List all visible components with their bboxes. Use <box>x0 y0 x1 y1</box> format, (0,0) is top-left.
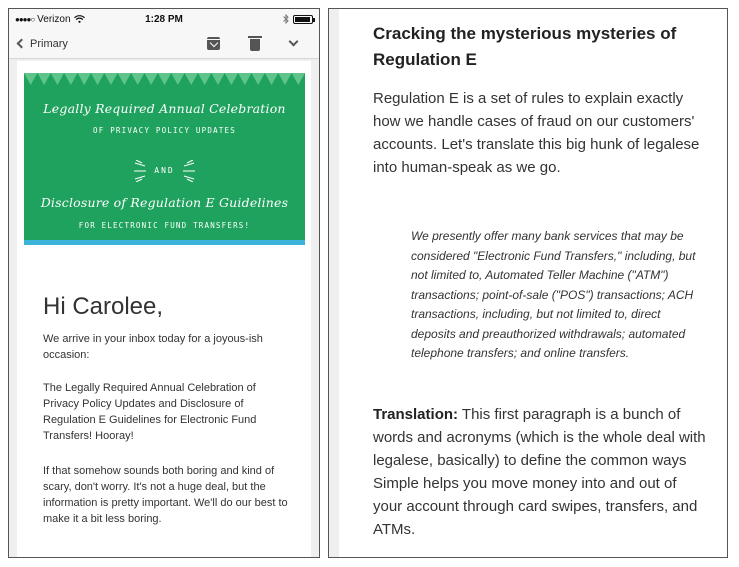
bunting-flag <box>78 73 91 85</box>
email-greeting: Hi Carolee, <box>43 293 164 320</box>
email-paragraph-3: If that somehow sounds both boring and kind of scary, don't worry. It's not a huge deal, but the information is pretty important. We'll do our best to make it a bit less boring. <box>43 465 288 525</box>
starburst-right-icon <box>179 160 219 182</box>
bunting-flag <box>91 73 104 85</box>
banner-subtitle-line5: FOR ELECTRONIC FUND TRANSFERS! <box>78 221 251 230</box>
bunting-flag <box>198 73 211 85</box>
bunting-flag <box>278 73 291 85</box>
bunting-flag <box>171 73 184 85</box>
bunting-flag <box>185 73 198 85</box>
bunting-flag <box>131 73 144 85</box>
trash-icon[interactable] <box>250 39 260 51</box>
back-label: Primary <box>30 37 68 50</box>
bunting-flag <box>292 73 305 85</box>
bunting-flag <box>158 73 171 85</box>
article-content <box>339 9 727 557</box>
bunting-flag <box>211 73 224 85</box>
article-excerpt <box>328 8 728 558</box>
archive-icon[interactable] <box>207 37 220 50</box>
bunting-flag <box>37 73 50 85</box>
battery-icon <box>293 15 313 24</box>
celebration-banner <box>24 73 305 245</box>
phone-screenshot <box>8 8 320 558</box>
bunting-flag <box>51 73 64 85</box>
translation-paragraph <box>373 403 709 541</box>
carrier-name: Verizon <box>37 13 71 25</box>
bunting-flag <box>64 73 77 85</box>
bunting-flag <box>238 73 251 85</box>
bunting-flag <box>265 73 278 85</box>
signal-strength-icon: ●●●●○ <box>15 14 35 24</box>
chevron-left-icon <box>17 39 27 49</box>
mail-toolbar <box>9 29 319 59</box>
bunting-flag <box>104 73 117 85</box>
status-bar <box>9 9 319 29</box>
banner-subtitle-line2: OF PRIVACY POLICY UPDATES <box>93 126 236 135</box>
legal-quote: We presently offer many bank services that may be considered "Electronic Fund Transfers," including, but not limited to, Automated Teller Machine ("ATM") transactions; point-of-sale ("POS") transactions; ACH transactions, including, but not limited to, direct deposits and preauthorized withdrawals; automated telephone transfers; and online transfers. <box>411 229 696 360</box>
banner-and: AND <box>154 166 175 175</box>
article-intro: Regulation E is a set of rules to explain exactly how we handle cases of fraud on our customers' accounts. Let's translate this big hunk of legalese into human-speak as we go. <box>373 90 700 176</box>
email-body <box>17 61 311 558</box>
bunting-flag <box>225 73 238 85</box>
email-paragraph-1: We arrive in your inbox today for a joyous-ish occasion: <box>43 333 263 361</box>
bunting-decoration <box>24 73 305 87</box>
chevron-down-icon[interactable] <box>289 37 299 47</box>
status-time: 1:28 PM <box>145 13 183 25</box>
bunting-flag <box>24 73 37 85</box>
back-button[interactable] <box>15 38 68 50</box>
translation-label: Translation: <box>373 406 459 423</box>
banner-title-line4: Disclosure of Regulation E Guidelines <box>40 195 289 210</box>
banner-base-stripe <box>24 240 305 245</box>
email-paragraph-2: The Legally Required Annual Celebration of Privacy Policy Updates and Disclosure of Regulation E Guidelines for Electronic Fund Transfers! Hooray! <box>43 382 257 442</box>
bunting-flag <box>251 73 264 85</box>
battery-level <box>295 17 310 22</box>
bunting-flag <box>118 73 131 85</box>
bunting-flag <box>144 73 157 85</box>
translation-text: This first paragraph is a bunch of words and acronyms (which is the whole deal with legalese, basically) to define the common ways Simple helps you move money into and out of your account through card swipes, transfers, and ATMs. <box>373 406 706 538</box>
article-heading: Cracking the mysterious mysteries of Regulation E <box>373 24 677 69</box>
banner-title-line1: Legally Required Annual Celebration <box>43 101 286 116</box>
toolbar-actions <box>207 37 313 51</box>
